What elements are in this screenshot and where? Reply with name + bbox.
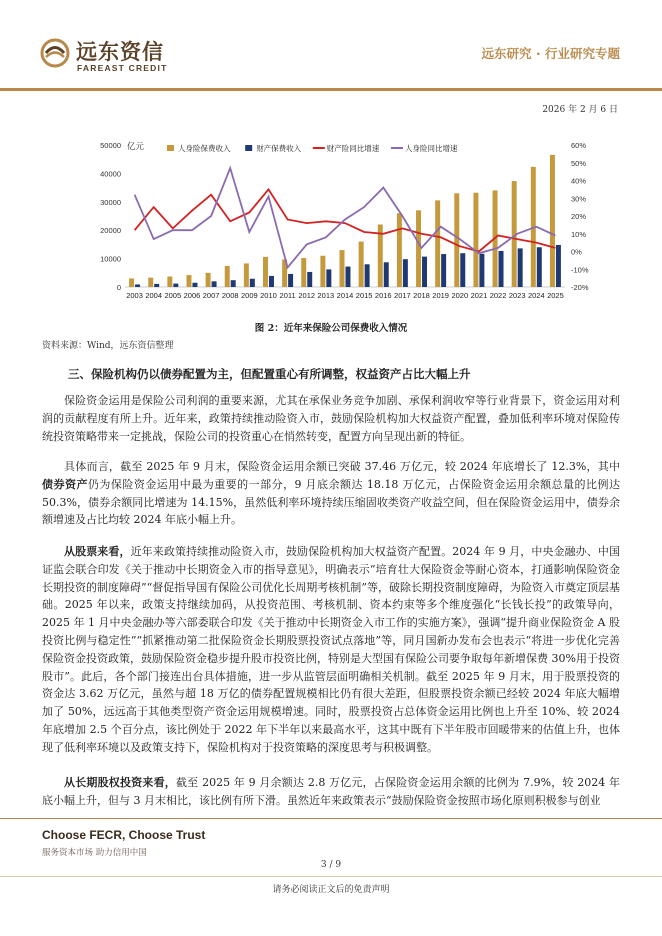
y-left-tick-label: 30000 [100, 197, 121, 207]
bar-life [416, 210, 421, 287]
y-left-tick-label: 50000 [100, 141, 121, 150]
bar-property [556, 245, 561, 287]
y-left-tick-label: 20000 [100, 226, 121, 236]
bar-property [346, 267, 351, 287]
bar-life [359, 242, 364, 287]
paragraph-4-bold: 从长期股权投资来看， [64, 776, 176, 789]
legend-swatch [167, 145, 174, 151]
footer-disclaimer: 请务必阅读正文后的免责声明 [272, 885, 390, 895]
x-tick-label: 2004 [145, 291, 163, 300]
paragraph-1 [42, 392, 620, 445]
premium-income-chart [85, 135, 625, 305]
paragraph-2-text-c: 仍为保险资金运用中最为重要的一部分，9 月底余额达 18.18 万亿元，占保险资金运用余额总量的比例达 50.3%，债券余额同比增速为 14.15%，虽然低利率环境持续压缩固收类资产收益空间，但在保险资金运用中，债券余额增速及占比均较 2024 年底小幅上升。 [42, 477, 620, 527]
bar-property [326, 269, 331, 287]
footer-slogan: Choose FECR, Choose Trust [42, 828, 206, 842]
legend-swatch [245, 145, 252, 151]
x-tick-label: 2023 [508, 291, 526, 300]
y-right-tick-label: -20% [571, 283, 589, 292]
paragraph-3 [42, 543, 620, 757]
bar-life [186, 275, 191, 287]
bar-property [154, 284, 159, 287]
paragraph-2 [42, 458, 620, 529]
bar-property [422, 257, 427, 287]
bar-life [397, 213, 402, 287]
x-tick-label: 2017 [394, 291, 411, 300]
x-tick-label: 2010 [260, 291, 277, 300]
bar-property [269, 276, 274, 287]
bottom-divider [0, 876, 662, 877]
footer-divider [0, 818, 662, 819]
paragraph-1-text: 保险资金运用是保险公司利润的重要来源，尤其在承保业务竞争加剧、承保利润收窄等行业背景下，资金运用对利润的贡献程度有所上升。近年来，政策持续推动险资入市，鼓励保险机构加大权益资产配置，叠加低利率环境对保险传统投资策略带来一定挑战，保险公司的投资重心在悄然转变，配置方向呈现出新的特征。 [42, 394, 620, 443]
bar-property [441, 254, 446, 287]
y-right-tick-label: 0% [571, 247, 582, 257]
y-right-tick-label: -10% [571, 265, 589, 275]
x-tick-label: 2019 [432, 291, 449, 300]
x-tick-label: 2014 [336, 291, 354, 300]
logo-cn: 远东资信 [76, 40, 164, 64]
page-number: 3 / 9 [320, 860, 342, 870]
paragraph-3-bold: 从股票来看， [64, 545, 131, 558]
bar-property [403, 259, 408, 287]
bar-life [340, 250, 345, 287]
x-tick-label: 2025 [547, 291, 564, 300]
y-left-tick-label: 10000 [100, 254, 121, 264]
x-tick-label: 2009 [241, 291, 258, 300]
bar-life [244, 263, 249, 287]
bar-life [148, 278, 153, 287]
paragraph-2-bold: 债券资产 [42, 477, 88, 491]
bar-life [301, 258, 306, 287]
bar-life [435, 200, 440, 287]
paragraph-4 [42, 774, 620, 810]
bar-property [288, 274, 293, 287]
y-left-unit-label: 亿元 [127, 141, 145, 151]
figure-source: 资料来源：Wind，远东资信整理 [42, 341, 174, 351]
bar-life [454, 193, 459, 287]
logo-en: FAREAST CREDIT [77, 63, 168, 73]
fareast-logo-icon [40, 38, 70, 68]
bar-property [307, 272, 312, 287]
line-life-growth [135, 168, 556, 267]
bar-life [129, 278, 134, 287]
y-right-tick-label: 20% [571, 212, 587, 221]
bar-life [225, 266, 230, 287]
bar-life [550, 155, 555, 287]
x-tick-label: 2018 [413, 291, 430, 300]
figure-caption: 图 2：近年来保险公司保费收入情况 [254, 323, 408, 334]
x-tick-label: 2022 [489, 291, 507, 300]
bar-property [479, 254, 484, 287]
legend-label: 财产保费收入 [256, 144, 302, 153]
bar-property [384, 262, 389, 287]
x-tick-label: 2016 [374, 291, 392, 300]
x-tick-label: 2024 [527, 291, 545, 300]
x-tick-label: 2011 [279, 291, 296, 300]
section-heading: 三、保险机构仍以债券配置为主，但配置重心有所调整，权益资产占比大幅上升 [68, 367, 471, 381]
x-tick-label: 2005 [164, 291, 182, 300]
x-tick-label: 2013 [317, 291, 335, 300]
y-right-tick-label: 60% [571, 141, 587, 150]
paragraph-4-text: 截至 2025 年 9 月余额达 2.8 万亿元，占保险资金运用余额的比例为 7.9%，较 2024 年底小幅上升，但与 3 月末相比，该比例有所下滑。虽然近年来政策表示“鼓励保险资金按照市场化原则积极参与创业 [42, 776, 620, 807]
bar-property [231, 280, 236, 287]
x-tick-label: 2020 [451, 291, 469, 300]
legend-label: 人身险同比增速 [405, 144, 458, 153]
y-right-tick-label: 50% [571, 158, 587, 168]
bar-property [173, 284, 178, 287]
x-tick-label: 2006 [183, 291, 201, 300]
bar-property [518, 248, 523, 287]
bar-property [135, 284, 140, 287]
x-tick-label: 2021 [470, 291, 488, 300]
bar-life [167, 276, 172, 287]
x-tick-label: 2015 [355, 291, 373, 300]
bar-life [473, 193, 478, 287]
report-date: 2026 年 2 月 6 日 [542, 105, 618, 115]
header-divider [0, 88, 662, 91]
y-right-tick-label: 40% [571, 176, 587, 186]
bar-property [499, 251, 504, 287]
footer-subtitle: 服务资本市场 助力信用中国 [42, 848, 147, 858]
x-tick-label: 2012 [298, 291, 316, 300]
legend-label: 财产险同比增速 [326, 144, 380, 153]
bar-property [365, 264, 370, 287]
header-section-title: 远东研究 · 行业研究专题 [481, 46, 620, 61]
bar-property [250, 279, 255, 287]
bar-property [192, 283, 197, 287]
bar-property [460, 253, 465, 287]
bar-life [206, 273, 211, 287]
y-left-tick-label: 0 [116, 283, 121, 292]
bar-property [212, 281, 217, 287]
bar-life [320, 256, 325, 287]
legend-label: 人身险保费收入 [178, 144, 231, 153]
bar-life [263, 257, 268, 287]
paragraph-2-text-a: 具体而言，截至 2025 年 9 月末，保险资金运用余额已突破 37.46 万亿元，较 2024 年底增长了 12.3%，其中 [64, 460, 620, 473]
paragraph-3-text: 近年来政策持续推动险资入市，鼓励保险机构加大权益资产配置。2024 年 9 月，中央金融办、中国证监会联合印发《关于推动中长期资金入市的指导意见》，明确表示“培育壮大保险资金等耐心资本，打通影响保险资金长期投资的制度障碍”“督促指导国有保险公司优化长周期考核机制”等，破除长期投资制度障碍，为险资入市奠定顶层基础。2025 年以来，政策支持继续加码，从投资范围、考核机制、资本约束等多个维度强化“长钱长投”的政策导向，2025 年 1 月中央金融办等六部委联合印发《关于推动中长期资金入市工作的实施方案》，强调“提升商业保险资金 A 股投资比例与稳定性”“抓紧推动第二批保险资金长期股票投资试点落地”等，同月国新办发布会也表示“将进一步优化完善保险资金投资政策，鼓励保险资金稳步提升股市投资比例，特别是大型国有保险公司要争取每年新增保费 30%用于投资股市”。此后，各个部门接连出台具体措施，进一步从监管层面明确相关机制。截至 2025 年 9 月末，用于股票投资的资金达 3.62 万亿元，虽然与超 18 万亿的债券配置规模相比仍有很大差距，但股票投资余额已经较 2024 年底大幅增加了 50%，远远高于其他类型资产资金运用规模增速。同时，股票投资占总体资金运用比例也上升至 10%、较 2024 年底增加 2.5 个百分点，该比例处于 2022 年下半年以来最高水平，这其中既有下半年股市回暖带来的估值上升，也体现了低利率环境以及政策支持下，保险机构对于投资策略的深度思考与积极调整。 [42, 545, 621, 754]
y-right-tick-label: 10% [571, 229, 587, 239]
bar-property [537, 247, 542, 287]
x-tick-label: 2007 [202, 291, 220, 300]
x-tick-label: 2008 [221, 291, 239, 300]
y-left-tick-label: 40000 [100, 169, 121, 179]
x-tick-label: 2003 [126, 291, 143, 300]
y-right-tick-label: 30% [571, 194, 587, 204]
